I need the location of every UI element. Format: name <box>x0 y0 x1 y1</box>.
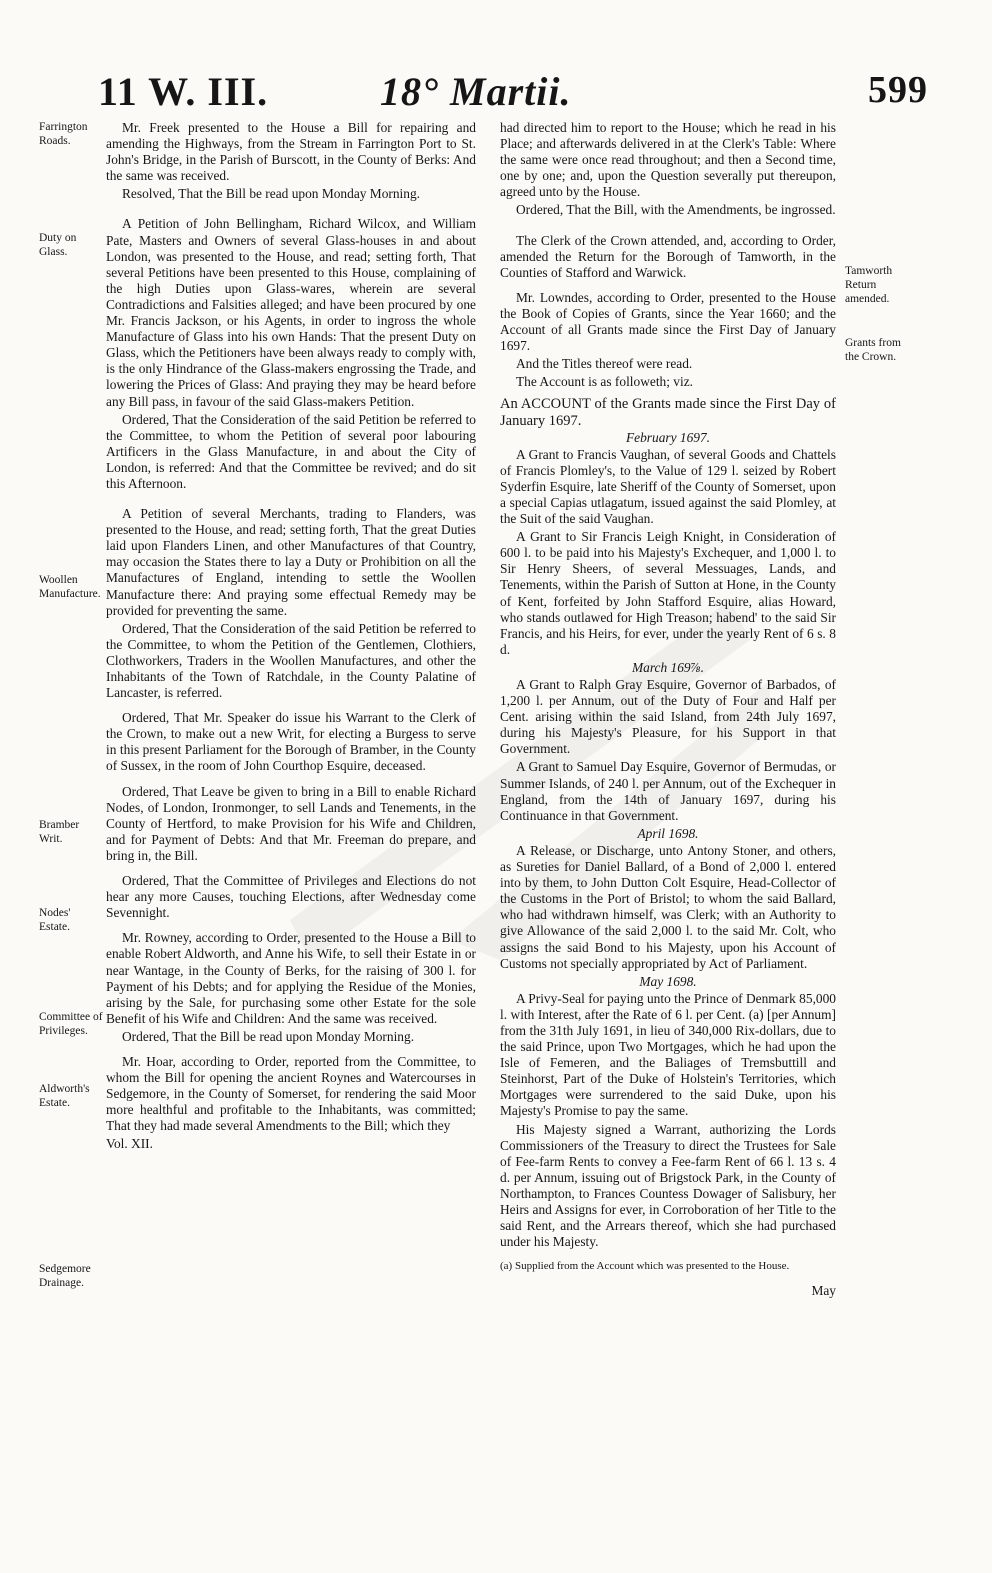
paragraph-titles-read: And the Titles thereof were read. <box>516 356 693 372</box>
paragraph-lowndes-grants: Mr. Lowndes, according to Order, presented to the House the Book of Copies of Grants, since the Year 1660; and the Account of all Grants made since the First Day of January 1697. <box>500 289 836 354</box>
paragraph-glass-petition: A Petition of John Bellingham, Richard Wilcox, and William Pate, Masters and Owners of several Glass-houses in and about London, was presented to the House, and read; setting forth, That several Petitions have been presented to this House, complaining of the high Duties upon Glass-wares, wherein are several Contradictions and Falsities alleged; and have been procured by one Mr. Francis Jackson, or his Agents, in order to ingross the whole Manufacture of Glass into his own Hands: That the present Duty on Glass, which the Petitioners have been always ready to comply with, is the only Hindrance of the Glass-makers engrossing the Trade, and lowering the Prices of Glass: And praying they may be heard before any Bill pass, in favour of the said Glass-makers Petition. <box>106 216 476 409</box>
grant-leigh: A Grant to Sir Francis Leigh Knight, in Consideration of 600 l. to be paid into his Majesty's Exchequer, and 1,000 l. to Sir Henry Sheers, of several Messuages, Lands, and Tenements, within the Parish of Sutton at Hone, in the County of Kent, forfeited by John Stafford Esquire, alias Howard, who stands outlawed for High Treason; habend' to the said Sir Francis, and his Heirs, for ever, under the yearly Rent of 6 s. 8 d. <box>500 529 836 657</box>
paragraph-bramber-writ: Ordered, That Mr. Speaker do issue his Warrant to the Clerk of the Crown, to make out a new Writ, for electing a Burgess to serve in this present Parliament for the Borough of Bramber, in the County of Sussex, in the room of John Courthop Esquire, deceased. <box>106 710 476 774</box>
paragraph-flanders-ordered: Ordered, That the Consideration of the said Petition be referred to the Committee, to whom the Petition of the Gentlemen, Clothiers, Clothworkers, Traders in the Woollen Manufactures, and other the Inhabitants of the Town of Ratchdale, in the County Palatine of Lancaster, is referred. <box>106 620 476 701</box>
grant-vaughan: A Grant to Francis Vaughan, of several Goods and Chattels of Francis Plomley's, to the Value of 129 l. seized by Robert Syderfin Esquire, late Sheriff of the County of Somerset, upon a special Capias utlagatum, issued against the said Plomley, at the Suit of the said Vaughan. <box>500 446 836 527</box>
margin-note-bramber: Bramber Writ. <box>39 819 80 845</box>
margin-note-grants: Grants from the Crown. <box>845 337 901 363</box>
left-column <box>106 120 476 1162</box>
right-column <box>500 120 836 1299</box>
privy-seal-denmark: A Privy-Seal for paying unto the Prince of Denmark 85,000 l. with Interest, after the Rate of 6 l. per Cent. (a) [per Annum] from the 31th July 1691, in lieu of 340,000 Rix-dollars, due to the said Prince, upon Two Mortgages, which he had upon the Isle of Femeren, and the Baliages of Tremsbuttill and Steinhorst, Part of the Duke of Holstein's Territories, which Mortgages were surrendered to the said Duke, upon his Majesty's Promise to pay the same. <box>500 990 836 1119</box>
paragraph-tamworth-return: The Clerk of the Crown attended, and, according to Order, amended the Return for the Borough of Tamworth, in the Counties of Stafford and Warwick. <box>500 232 836 280</box>
margin-note-duty-glass: Duty on Glass. <box>39 232 77 258</box>
volume-signature: Vol. XII. <box>106 1136 153 1152</box>
date-may-1698: May 1698. <box>639 973 697 989</box>
margin-note-farrington: Farrington Roads. <box>39 121 88 147</box>
grant-day: A Grant to Samuel Day Esquire, Governor of Bermudas, or Summer Islands, of 240 l. per Annum, out of the Exchequer in England, from the 14th of January 1697, during his Continuance in that Government. <box>500 759 836 823</box>
date-april-1698: April 1698. <box>637 825 699 841</box>
catchword: May <box>811 1283 836 1299</box>
margin-note-tamworth: Tamworth Return amended. <box>845 265 893 305</box>
paragraph-glass-ordered: Ordered, That the Consideration of the said Petition be referred to the Committee, to whom the Petition of several poor labouring Artificers in the Glass Manufacture, in and about the City of London, is referred: And that the Committee be revived; and do sit this Afternoon. <box>106 411 476 491</box>
page-number: 599 <box>868 69 928 111</box>
paragraph-account-follows: The Account is as followeth; viz. <box>516 374 694 390</box>
date-february-1697: February 1697. <box>625 429 711 445</box>
paragraph-sedgemore-continued: had directed him to report to the House; which he read in his Place; and afterwards delivered in at the Clerk's Table: Where the same were once read throughout; and then a Second time, one by one; and, upon the Question severally put thereupon, agreed unto by the House. <box>500 120 836 200</box>
margin-note-sedgemore: Sedgemore Drainage. <box>39 1263 91 1289</box>
paragraph-committee-privileges: Ordered, That the Committee of Privileges and Elections do not hear any more Causes, touching Elections, after Wednesday come Sevennight. <box>106 873 476 921</box>
paragraph-farrington-bill: Mr. Freek presented to the House a Bill for repairing and amending the Highways, from the Stream in Farrington Port to St. John's Bridge, in the Parish of Burscott, in the County of Berks: And the same was received. <box>106 120 476 184</box>
footnote: (a) Supplied from the Account which was presented to the House. <box>500 1260 790 1273</box>
account-title: An ACCOUNT of the Grants made since the First Day of January 1697. <box>500 396 836 429</box>
date-march-1697: March 169⅞. <box>631 659 705 675</box>
warrant-fee-farm: His Majesty signed a Warrant, authorizing the Lords Commissioners of the Treasury to direct the Trustees for Sale of Fee-farm Rents to convey a Fee-farm Rent of 66 l. 13 s. 4 d. per Annum, issuing out of Brigstock Park, in the County of Northampton, to Frances Countess Dowager of Salisbury, her Heirs and Assigns for ever, in Corroboration of her Title to the said Rent, and the Arrears thereof, which she had purchased under his Majesty. <box>500 1121 836 1250</box>
paragraph-resolved: Resolved, That the Bill be read upon Monday Morning. <box>122 186 421 202</box>
header-date: 18° Martii. <box>380 69 572 114</box>
paragraph-sedgemore-report: Mr. Hoar, according to Order, reported from the Committee, to whom the Bill for opening the ancient Roynes and Watercourses in Sedgemore, in the County of Somerset, for rendering the said Moor more healthful and profitable to the Inhabitants, was committed; That they had made several Amendments to the Bill; which they <box>106 1053 476 1134</box>
paragraph-nodes-estate: Ordered, That Leave be given to bring in a Bill to enable Richard Nodes, of London, Ironmonger, to sell Lands and Tenements, in the County of Hertford, to make Provision for his Wife and Children, and for Payment of Debts: And that Mr. Freeman do prepare, and bring in, the Bill. <box>106 783 476 863</box>
paragraph-flanders-petition: A Petition of several Merchants, trading to Flanders, was presented to the House, and read; setting forth, That the great Duties laid upon Flanders Linen, and other Manufactures of that Country, may occasion the States there to lay a Duty or Prohibition on all the Manufactures of England, intending to settle the Woollen Manufacture there: And praying some effectual Remedy may be provided for preventing the same. <box>106 506 476 618</box>
paragraph-aldworth-ordered: Ordered, That the Bill be read upon Monday Morning. <box>122 1028 415 1044</box>
header-regnal-year: 11 W. III. <box>98 69 269 114</box>
paragraph-aldworth-bill: Mr. Rowney, according to Order, presented to the House a Bill to enable Robert Aldworth, and Anne his Wife, to sell their Estate in or near Wantage, in the County of Berks, for the raising of 300 l. for Payment of his Debts; and for applying the Residue of the Monies, arising by the Sale, for purchasing some other Estate for the sole Benefit of his Wife and Children: And the same was received. <box>106 930 476 1026</box>
margin-note-aldworth: Aldworth's Estate. <box>39 1083 90 1109</box>
paragraph-ingrossed: Ordered, That the Bill, with the Amendments, be ingrossed. <box>516 202 836 218</box>
release-stoner: A Release, or Discharge, unto Antony Stoner, and others, as Sureties for Daniel Ballard, of a Bond of 2,000 l. entered into by them, to John Dutton Colt Esquire, Head-Collector of the Customs in the Port of Bristol; to whom the said Ballard, who had withdrawn himself, was Clerk; with an Authority to give Allowance of the said 2,000 l. to the said Mr. Colt, who assigns the said Bond to his Majesty, upon his Account of Customs not specially appropriated by Act of Parliament. <box>500 842 836 971</box>
margin-note-committee: Committee of Privileges. <box>39 1011 103 1037</box>
grant-gray: A Grant to Ralph Gray Esquire, Governor of Barbados, of 1,200 l. per Annum, out of the Duty of Four and Half per Cent. arising within the said Island, from 24th July 1697, during his Majesty's Pleasure, for his Support in that Government. <box>500 677 836 757</box>
margin-note-nodes: Nodes' Estate. <box>39 907 71 933</box>
margin-note-woollen: Woollen Manufacture. <box>39 574 101 600</box>
